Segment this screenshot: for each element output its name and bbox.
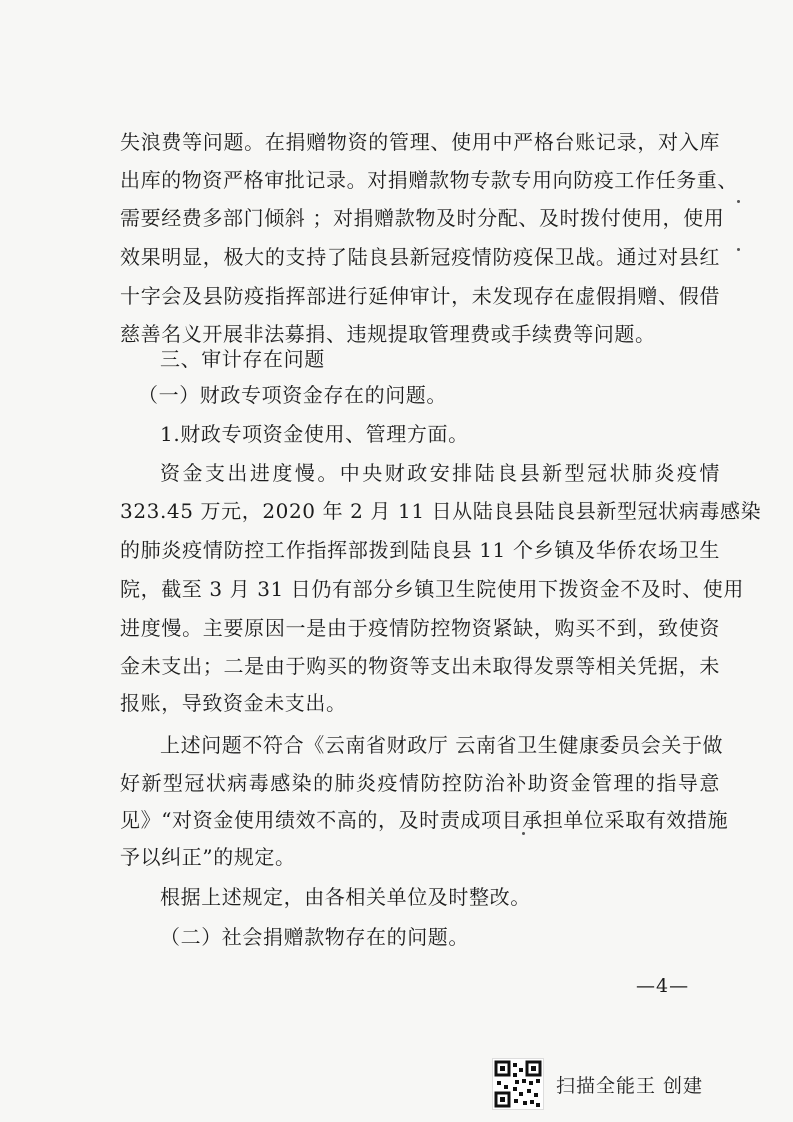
subsection-2-heading: （二）社会捐赠款物存在的问题。 [160,925,469,949]
paragraph-1-line-3: 需要经费多部门倾斜 ；对捐赠款物及时分配、及时拨付使用，使用 [120,206,725,230]
paragraph-3-line-1: 上述问题不符合《云南省财政厅 云南省卫生健康委员会关于做 [160,733,724,757]
page-number: —4— [636,975,690,997]
scan-speck [522,832,525,835]
paragraph-1-line-2: 出库的物资严格审批记录。对捐赠款物专款专用向防疫工作任务重、 [120,168,738,192]
watermark-text: 扫描全能王 创建 [556,1074,704,1097]
paragraph-1-line-6: 慈善名义开展非法募捐、违规提取管理费或手续费等问题。 [120,322,656,346]
paragraph-3-line-4: 予以纠正”的规定。 [120,845,296,869]
paragraph-1-line-5: 十字会及县防疫指挥部进行延伸审计，未发现存在虚假捐赠、假借 [120,284,720,308]
paragraph-2-line-1: 资金支出进度慢。中央财政安排陆良县新型冠状肺炎疫情 [160,461,720,485]
scanner-watermark [492,1056,722,1112]
item-1-heading: 1.财政专项资金使用、管理方面。 [160,422,469,446]
scan-speck [737,200,740,203]
paragraph-2-line-4: 院，截至 3 月 31 日仍有部分乡镇卫生院使用下拨资金不及时、使用 [120,577,745,601]
section-3-heading: 三、审计存在问题 [160,347,325,371]
subsection-1-heading: （一）财政专项资金存在的问题。 [138,383,447,407]
paragraph-4: 根据上述规定，由各相关单位及时整改。 [160,885,531,909]
qr-code-icon [492,1058,544,1110]
paragraph-1-line-4: 效果明显，极大的支持了陆良县新冠疫情防疫保卫战。通过对县红 [120,245,720,269]
paragraph-1-line-1: 失浪费等问题。在捐赠物资的管理、使用中严格台账记录，对入库 [120,130,720,154]
paragraph-2-line-3: 的肺炎疫情防控工作指挥部拨到陆良县 11 个乡镇及华侨农场卫生 [120,538,720,562]
paragraph-2-line-6: 金未支出；二是由于购买的物资等支出未取得发票等相关凭据，未 [120,654,720,678]
paragraph-3-line-3: 见》“对资金使用绩效不高的，及时责成项目承担单位采取有效措施 [120,808,729,832]
scan-speck [737,248,740,251]
paragraph-2-line-7: 报账，导致资金未支出。 [120,691,347,715]
paragraph-2-line-5: 进度慢。主要原因一是由于疫情防控物资紧缺，购买不到，致使资 [120,616,720,640]
paragraph-2-line-2: 323.45 万元，2020 年 2 月 11 日从陆良县陆良县新型冠状病毒感染 [120,499,762,523]
paragraph-3-line-2: 好新型冠状病毒感染的肺炎疫情防控防治补助资金管理的指导意 [120,771,720,795]
